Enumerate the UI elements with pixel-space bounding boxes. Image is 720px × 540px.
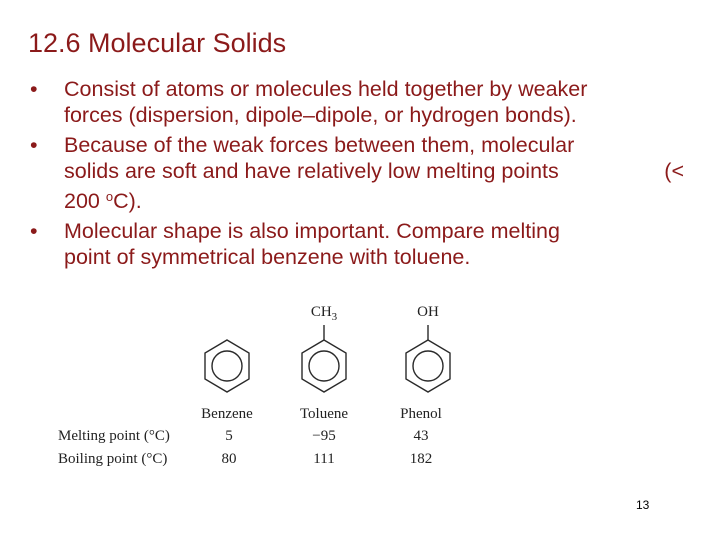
boiling-point-row-label: Boiling point (°C) bbox=[58, 451, 168, 467]
boiling-point-value: 80 bbox=[221, 451, 237, 467]
temperature-unit: C). bbox=[113, 189, 142, 213]
degree-superscript: o bbox=[105, 189, 114, 204]
bullet-item bbox=[30, 76, 692, 128]
bullet-line-text: solids are soft and have relatively low melting points bbox=[64, 159, 559, 183]
page-number: 13 bbox=[636, 498, 650, 512]
bullet-line: forces (dispersion, dipole–dipole, or hydrogen bonds). bbox=[64, 103, 577, 127]
methyl-formula: CH bbox=[310, 304, 332, 320]
molecule-comparison-figure bbox=[50, 300, 470, 475]
bullet-item bbox=[30, 132, 692, 214]
temperature-value: 200 bbox=[64, 189, 106, 213]
melting-point-value: 43 bbox=[413, 428, 429, 444]
compound-name: Phenol bbox=[400, 406, 442, 422]
hydroxyl-group-label: OH bbox=[417, 304, 439, 320]
toluene-aromatic-circle bbox=[309, 351, 339, 381]
bullet-text bbox=[64, 218, 692, 270]
bullet-item bbox=[30, 218, 692, 270]
compound-name: Toluene bbox=[299, 406, 349, 422]
bullet-line: point of symmetrical benzene with toluene. bbox=[64, 245, 471, 269]
bullet-line: Consist of atoms or molecules held together by weaker bbox=[64, 77, 588, 101]
melting-point-value: −95 bbox=[312, 428, 336, 444]
melting-point-row-label: Melting point (°C) bbox=[58, 428, 170, 444]
bullet-line: Because of the weak forces between them, molecular bbox=[64, 133, 575, 157]
bullet-line-tail: (< bbox=[664, 159, 684, 183]
slide-title: 12.6 Molecular Solids bbox=[28, 28, 287, 58]
benzene-aromatic-circle bbox=[212, 351, 242, 381]
bullet-list bbox=[30, 76, 692, 274]
melting-point-value: 5 bbox=[225, 428, 233, 444]
bullet-marker: • bbox=[30, 219, 38, 243]
bullet-marker: • bbox=[30, 77, 38, 101]
methyl-subscript: 3 bbox=[331, 311, 338, 323]
methyl-group-label bbox=[311, 304, 337, 323]
molecule-structures bbox=[50, 300, 470, 475]
bullet-line-with-tab bbox=[64, 158, 692, 184]
bullet-line bbox=[64, 184, 692, 214]
bullet-text bbox=[64, 132, 692, 214]
bullet-marker: • bbox=[30, 133, 38, 157]
compound-name: Benzene bbox=[201, 406, 253, 422]
bullet-line: Molecular shape is also important. Compare melting bbox=[64, 219, 560, 243]
bullet-text bbox=[64, 76, 692, 128]
boiling-point-value: 111 bbox=[313, 451, 335, 467]
phenol-aromatic-circle bbox=[413, 351, 443, 381]
boiling-point-value: 182 bbox=[409, 451, 433, 467]
